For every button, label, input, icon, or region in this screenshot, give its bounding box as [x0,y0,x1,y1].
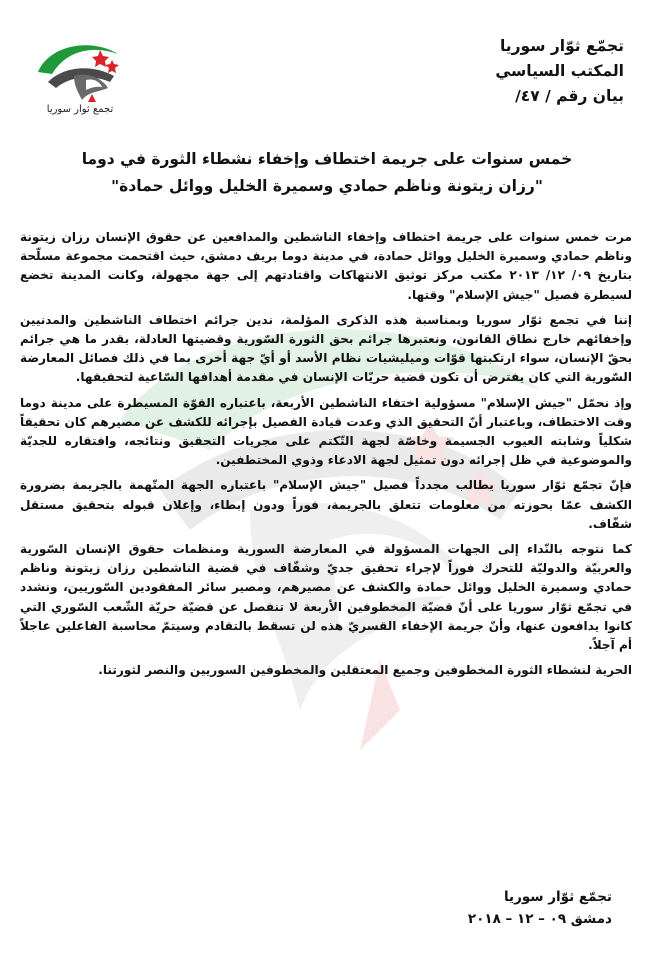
logo [30,32,130,124]
paragraph: إننا في تجمع ثوّار سوريا وبمناسبة هذه الذكرى المؤلمة، ندين جرائم اختطاف الناشطين والمدنيين وإخفائهم خارج نطاق القانون، ونعتبرها جرائم بحق الثورة السّورية وقضيتها العادلة، بقدر ما هي جرائم بحقّ الإنسان، سواء ارتكبتها قوّات وميليشيات نظام الأسد أو أيّ جهة أخرى بما في ذلك فصائل المعارضة السّورية التي كان يفترض أن تكون قضية حريّات الإنسان في مقدمة أهدافها السّاعية لتحقيقها. [20,312,632,385]
signature-org: تجمّع ثوّار سوريا [503,889,612,905]
title-line-1: خمس سنوات على جريمة اختطاف وإخفاء نشطاء الثورة في دوما [81,150,573,168]
signature-place-date: دمشق ٠٩ – ١٢ – ٢٠١٨ [467,911,612,927]
paragraph: الحرية لنشطاء الثورة المخطوفين وجميع المعتقلين والمخطوفين السوريين والنصر لثورتنا. [98,663,632,678]
office-name: المكتب السياسي [495,62,624,80]
logo-mark [30,32,130,102]
org-name: تجمّع ثوّار سوريا [499,37,624,55]
paragraph: فإنّ تجمّع ثوّار سوريا يطالب مجدداً فصيل "جيش الإسلام" باعتباره الجهة المتّهمة بالجريمة بضرورة الكشف عمّا بحوزته من معلومات تتعلق بالجريمة، فوراً ودون إبطاء، وإعلان قبوله بتحقيق مستقل شفّاف. [20,478,632,531]
letterhead [374,34,624,109]
statement-title [40,146,614,200]
paragraph: وإذ نحمّل "جيش الإسلام" مسؤولية اختفاء الناشطين الأربعة، باعتباره القوّة المسيطرة على مدينة دوما وقت الاختطاف، وباعتبار أنّ التحقيق الذي وعدت قيادة الفصيل بإجرائه للكشف عن مصيرهم كان تحقيقاً شكلياً وشابته العيوب الجسيمة وخاصّة لجهة التّكتم على مجريات التحقيق ونتائجه، وافتقاره للجديّة والموضوعية في ظل إجرائه دون تمثيل لجهة الادعاء وذوي المختطفين. [20,395,632,468]
paragraph: مرت خمس سنوات على جريمة اختطاف وإخفاء الناشطين والمدافعين عن حقوق الإنسان رزان زيتونة وناظم حمادي وسميرة الخليل ووائل حمادة، في مدينة دوما بريف دمشق، حيث اقتحمت مجموعة مسلّحة بتاريخ ٠٩/ ١٢/ ٢٠١٣ مكتب مركز توثيق الانتهاكات واقتادتهم إلى جهة مجهولة، وكانت المدينة تخضع لسيطرة فصيل "جيش الإسلام" وقتها. [20,230,632,302]
signature-block [412,886,612,930]
paragraph: كما نتوجه بالنّداء إلى الجهات المسؤولة في المعارضة السورية ومنظمات حقوق الإنسان السّورية والعربيّة والدوليّة للتحرك فوراً لإجراء تحقيق جديّ وشفّاف في قضية الناشطين رزان زيتونة وناظم حمادي وسميرة الخليل ووائل حمادة والكشف عن مصيرهم، ومصير سائر المفقودين السّوريين، ونشدد في تجمّع ثوّار سوريا على أنّ قضيّة المخطوفين الأربعة لا تنفصل عن قضيّة حريّة الشّعب السّوري التي كانوا يدافعون عنها، وأنّ جريمة الإخفاء القسريّ هذه لن تسقط بالتقادم وسيتمّ محاسبة الفاعلين عاجلاً أم آجلاً. [20,542,632,653]
logo-caption: تجمع ثوار سوريا [46,104,114,115]
statement-body [20,228,632,686]
title-line-2: "رزان زيتونة وناظم حمادي وسميرة الخليل ووائل حمادة" [111,177,543,195]
statement-number: بيان رقم / ٤٧/ [515,87,624,105]
